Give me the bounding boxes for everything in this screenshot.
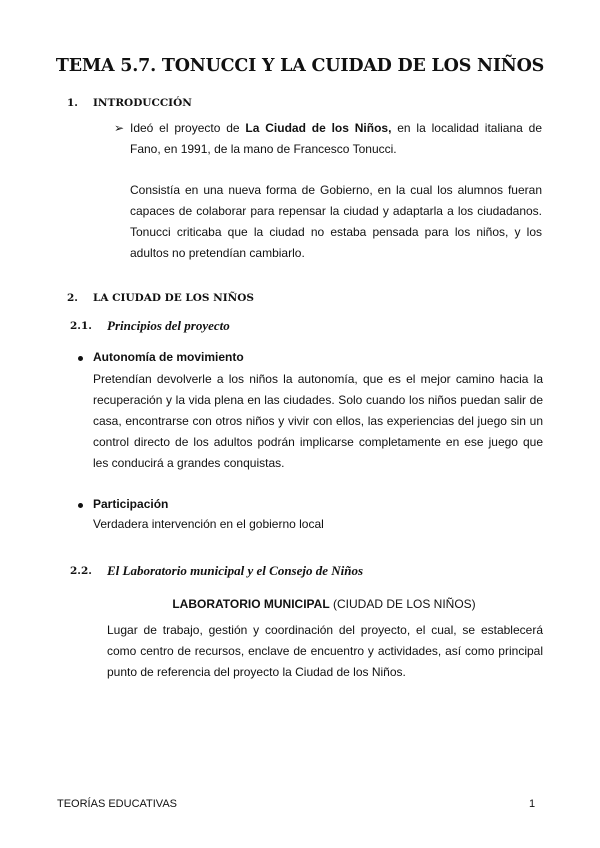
section-2-number: 2. [67, 292, 78, 304]
intro-project-name: La Ciudad de los Niños, [245, 121, 392, 135]
subsection-2-2-title: El Laboratorio municipal y el Consejo de Niños [107, 563, 364, 578]
laboratorio-heading [0, 597, 600, 611]
bullet-icon [78, 356, 83, 361]
subsection-2-1-number: 2.1. [70, 320, 92, 332]
section-2-title: LA CIUDAD DE LOS NIÑOS [93, 292, 254, 304]
intro-text-after: en la localidad italiana de Fano, en 1991, de la mano de Francesco Tonucci. [130, 121, 543, 156]
footer-left: TEORÍAS EDUCATIVAS [57, 798, 178, 810]
laboratorio-text: Lugar de trabajo, gestión y coordinación del proyecto, el cual, se establecerá como centro de recursos, enclave de encuentro y actividades, así como principal punto de referencia del proyecto la Ciudad de los Niños. [107, 623, 543, 679]
subsection-2-2-number: 2.2. [70, 565, 92, 577]
laboratorio-heading-bold: LABORATORIO MUNICIPAL [172, 597, 330, 611]
section-1-number: 1. [67, 97, 78, 109]
page-title: TEMA 5.7. TONUCCI Y LA CUIDAD DE LOS NIÑOS [55, 56, 545, 76]
intro-paragraph-2: Consistía en una nueva forma de Gobierno, en la cual los alumnos fueran capaces de colaborar para repensar la ciudad y adaptarla a los ciudadanos. Tonucci criticaba que la ciudad no estaba pensada para los niños, y los adultos no pretendían cambiarlo. [130, 183, 542, 260]
bullet-icon [78, 503, 83, 508]
subsection-2-1-title: Principios del proyecto [107, 318, 230, 333]
bullet-text-participacion: Verdadera intervención en el gobierno local [93, 517, 324, 531]
laboratorio-heading-rest: (CIUDAD DE LOS NIÑOS) [329, 597, 476, 611]
page-number: 1 [529, 798, 536, 810]
intro-text-before: Ideó el proyecto de [130, 121, 246, 135]
bullet-title-autonomia: Autonomía de movimiento [93, 350, 244, 364]
bullet-title-participacion: Participación [93, 497, 169, 511]
bullet-text-autonomia: Pretendían devolverle a los niños la autonomía, que es el mejor camino hacia la recuperación y la vida plena en las ciudades. Solo cuando los niños puedan salir de casa, encontrarse con otros niños y vivir con ellos, las experiencias del juego sin un control directo de los adultos podrán implicarse completamente en ese juego que les conducirá a grandes conquistas. [93, 372, 543, 470]
arrow-bullet-icon: ➢ [114, 121, 125, 135]
intro-paragraph-1 [130, 118, 542, 160]
section-1-title: INTRODUCCIÓN [93, 97, 192, 109]
